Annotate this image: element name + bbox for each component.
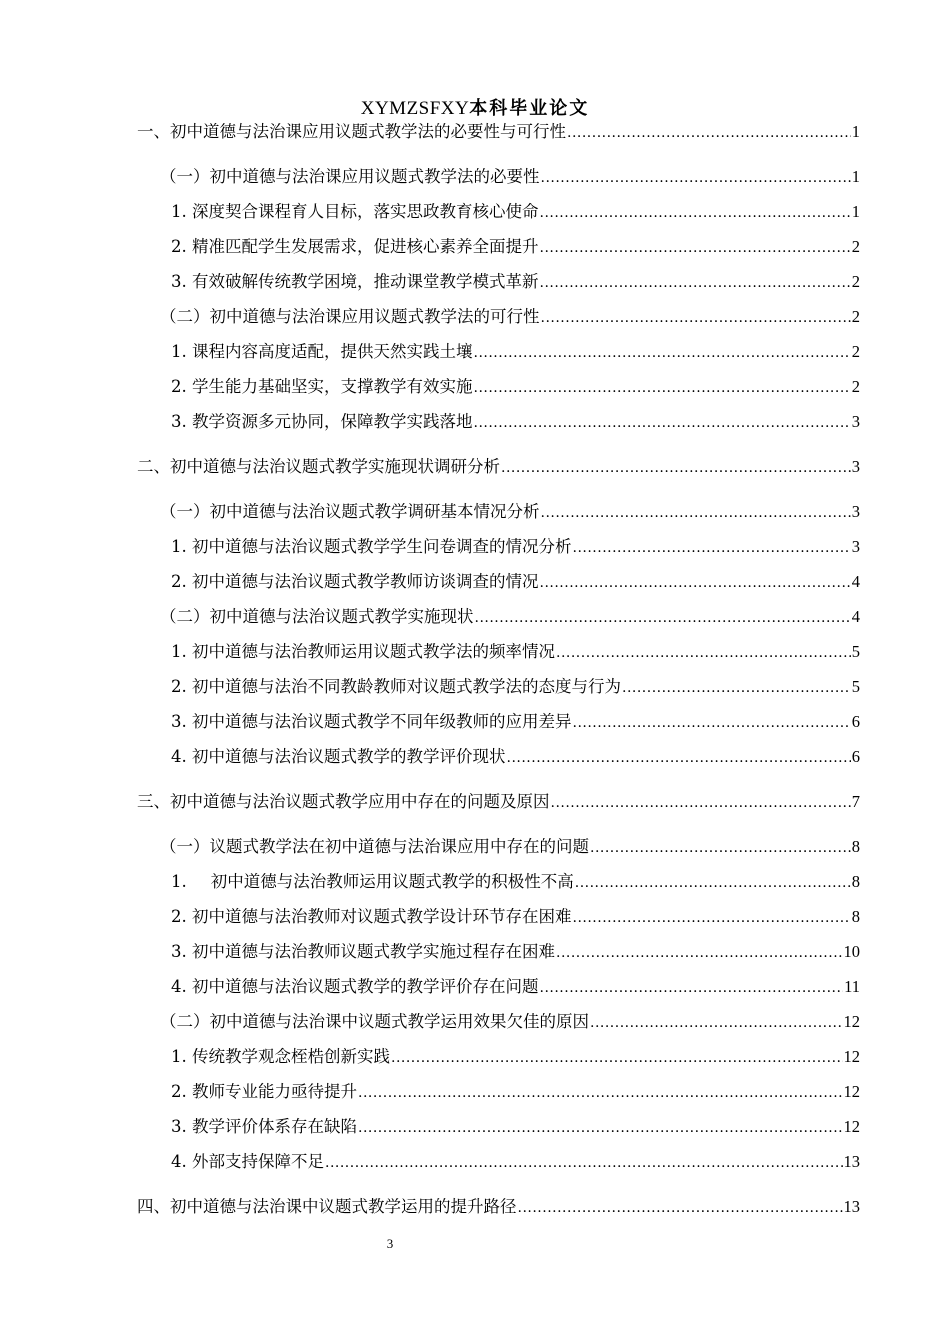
toc-leader — [573, 711, 851, 735]
toc-leader — [541, 501, 851, 525]
header-school-code: XYMZSFXY — [360, 98, 470, 119]
toc-entry[interactable] — [137, 790, 860, 815]
toc-leader — [475, 606, 851, 630]
toc-entry[interactable] — [171, 710, 860, 735]
toc-entry-title: 4. 初中道德与法治议题式教学的教学评价存在问题 — [171, 977, 539, 996]
toc-entry-page: 5 — [851, 677, 860, 696]
toc-entry-title: （二）初中道德与法治课应用议题式教学法的可行性 — [160, 307, 540, 326]
toc-entry-page: 2 — [851, 272, 860, 291]
toc-entry-page: 8 — [851, 837, 860, 856]
toc-entry-page: 7 — [851, 792, 860, 811]
toc-entry-page: 2 — [851, 237, 860, 256]
toc-leader — [551, 791, 851, 815]
toc-entry-page: 3 — [851, 412, 860, 431]
toc-leader — [474, 376, 851, 400]
toc-leader — [507, 746, 851, 770]
toc-entry[interactable] — [171, 1045, 860, 1070]
toc-entry-page: 8 — [851, 907, 860, 926]
toc-entry[interactable] — [171, 570, 860, 595]
toc-entry-title: （一）议题式教学法在初中道德与法治课应用中存在的问题 — [160, 837, 589, 856]
toc-leader — [391, 1046, 843, 1070]
toc-entry-page: 10 — [843, 942, 860, 961]
toc-entry-page: 2 — [851, 377, 860, 396]
toc-entry-page: 13 — [843, 1152, 860, 1171]
toc-leader — [540, 976, 844, 1000]
toc-entry-page: 6 — [851, 747, 860, 766]
toc-entry-title: 三、初中道德与法治议题式教学应用中存在的问题及原因 — [137, 792, 550, 811]
toc-entry-title: （一）初中道德与法治课应用议题式教学法的必要性 — [160, 167, 540, 186]
toc-entry[interactable] — [171, 235, 860, 260]
toc-entry-number: 1. — [171, 872, 187, 891]
toc-entry-title: （一）初中道德与法治议题式教学调研基本情况分析 — [160, 502, 540, 521]
toc-entry-title: 2. 精准匹配学生发展需求，促进核心素养全面提升 — [171, 237, 539, 256]
toc-entry-title: 1. 课程内容高度适配，提供天然实践土壤 — [171, 342, 473, 361]
toc-entry-title: 1. 深度契合课程育人目标，落实思政教育核心使命 — [171, 202, 539, 221]
toc-entry-title: 3. 教学评价体系存在缺陷 — [171, 1117, 357, 1136]
toc-leader — [518, 1196, 843, 1220]
toc-leader — [556, 641, 851, 665]
toc-entry-title: 四、初中道德与法治课中议题式教学运用的提升路径 — [137, 1197, 517, 1216]
toc-leader — [622, 676, 851, 700]
toc-entry[interactable] — [160, 1010, 860, 1035]
toc-leader — [501, 456, 851, 480]
toc-entry-title: 3. 教学资源多元协同，保障教学实践落地 — [171, 412, 473, 431]
toc-entry-page: 2 — [851, 342, 860, 361]
header-thesis-label: 本科毕业论文 — [469, 98, 590, 119]
toc-entry-page: 5 — [851, 642, 860, 661]
toc-entry[interactable] — [171, 745, 860, 770]
toc-leader — [474, 411, 851, 435]
toc-entry-title: （二）初中道德与法治议题式教学实施现状 — [160, 607, 474, 626]
toc-entry-title: 4. 外部支持保障不足 — [171, 1152, 324, 1171]
toc-entry[interactable] — [171, 1115, 860, 1140]
toc-entry[interactable] — [137, 455, 860, 480]
toc-leader — [325, 1151, 843, 1175]
toc-entry-title: （二）初中道德与法治课中议题式教学运用效果欠佳的原因 — [160, 1012, 589, 1031]
toc-entry-title — [171, 870, 574, 894]
toc-entry[interactable] — [171, 870, 860, 895]
toc-leader — [573, 536, 851, 560]
toc-entry[interactable] — [160, 605, 860, 630]
toc-entry-page: 1 — [851, 167, 860, 186]
toc-leader — [590, 836, 851, 860]
toc-entry-title: 2. 教师专业能力亟待提升 — [171, 1082, 357, 1101]
toc-entry[interactable] — [171, 535, 860, 560]
toc-entry-title: 1. 传统教学观念桎梏创新实践 — [171, 1047, 390, 1066]
toc-entry-text: 初中道德与法治教师运用议题式教学的积极性不高 — [210, 872, 574, 891]
toc-entry[interactable] — [171, 340, 860, 365]
toc-entry[interactable] — [160, 305, 860, 330]
toc-entry[interactable] — [171, 905, 860, 930]
toc-entry[interactable] — [171, 375, 860, 400]
toc-entry[interactable] — [137, 120, 860, 145]
toc-leader — [358, 1081, 843, 1105]
toc-leader — [540, 571, 851, 595]
toc-entry-title: 4. 初中道德与法治议题式教学的教学评价现状 — [171, 747, 506, 766]
toc-entry[interactable] — [137, 1195, 860, 1220]
toc-leader — [358, 1116, 843, 1140]
toc-entry-page: 1 — [851, 122, 860, 141]
toc-entry-page: 12 — [843, 1047, 860, 1066]
toc-entry-page: 4 — [851, 607, 860, 626]
toc-entry-title: 2. 初中道德与法治教师对议题式教学设计环节存在困难 — [171, 907, 572, 926]
toc-leader — [540, 236, 851, 260]
toc-leader — [573, 906, 851, 930]
toc-entry-page: 2 — [851, 307, 860, 326]
toc-entry[interactable] — [171, 270, 860, 295]
toc-entry-title: 1. 初中道德与法治教师运用议题式教学法的频率情况 — [171, 642, 555, 661]
toc-entry-page: 11 — [844, 977, 860, 996]
toc-leader — [541, 306, 851, 330]
toc-entry[interactable] — [171, 975, 860, 1000]
toc-entry-page: 3 — [851, 537, 860, 556]
toc-entry[interactable] — [171, 200, 860, 225]
toc-leader — [575, 871, 851, 895]
toc-entry[interactable] — [171, 640, 860, 665]
toc-entry-page: 3 — [851, 502, 860, 521]
toc-entry-title: 3. 初中道德与法治教师议题式教学实施过程存在困难 — [171, 942, 555, 961]
toc-entry-page: 3 — [851, 457, 860, 476]
toc-leader — [474, 341, 851, 365]
toc-entry-title: 2. 学生能力基础坚实，支撑教学有效实施 — [171, 377, 473, 396]
toc-entry-title: 2. 初中道德与法治不同教龄教师对议题式教学法的态度与行为 — [171, 677, 621, 696]
toc-entry[interactable] — [160, 500, 860, 525]
toc-entry-title: 3. 初中道德与法治议题式教学不同年级教师的应用差异 — [171, 712, 572, 731]
toc-leader — [590, 1011, 843, 1035]
toc-leader — [556, 941, 843, 965]
toc-entry[interactable] — [171, 675, 860, 700]
toc-entry-page: 8 — [851, 872, 860, 891]
toc-leader — [541, 166, 851, 190]
toc-entry-title: 2. 初中道德与法治议题式教学教师访谈调查的情况 — [171, 572, 539, 591]
toc-leader — [540, 271, 851, 295]
page-number: 3 — [386, 1236, 394, 1251]
toc-leader — [567, 121, 851, 145]
toc-entry-page: 13 — [843, 1197, 860, 1216]
toc-entry-page: 6 — [851, 712, 860, 731]
toc-entry-title: 3. 有效破解传统教学困境，推动课堂教学模式革新 — [171, 272, 539, 291]
toc-entry[interactable] — [171, 940, 860, 965]
toc-entry-page: 12 — [843, 1012, 860, 1031]
toc-entry[interactable] — [160, 165, 860, 190]
toc-entry-title: 二、初中道德与法治议题式教学实施现状调研分析 — [137, 457, 500, 476]
toc-entry-page: 1 — [851, 202, 860, 221]
toc-entry[interactable] — [171, 1150, 860, 1175]
toc-entry[interactable] — [171, 410, 860, 435]
toc-entry-page: 12 — [843, 1082, 860, 1101]
toc-entry-page: 12 — [843, 1117, 860, 1136]
toc-entry[interactable] — [160, 835, 860, 860]
toc-leader — [540, 201, 851, 225]
toc-entry-title: 一、初中道德与法治课应用议题式教学法的必要性与可行性 — [137, 122, 566, 141]
toc-entry-title: 1. 初中道德与法治议题式教学学生问卷调查的情况分析 — [171, 537, 572, 556]
toc-entry-page: 4 — [851, 572, 860, 591]
toc-entry[interactable] — [171, 1080, 860, 1105]
